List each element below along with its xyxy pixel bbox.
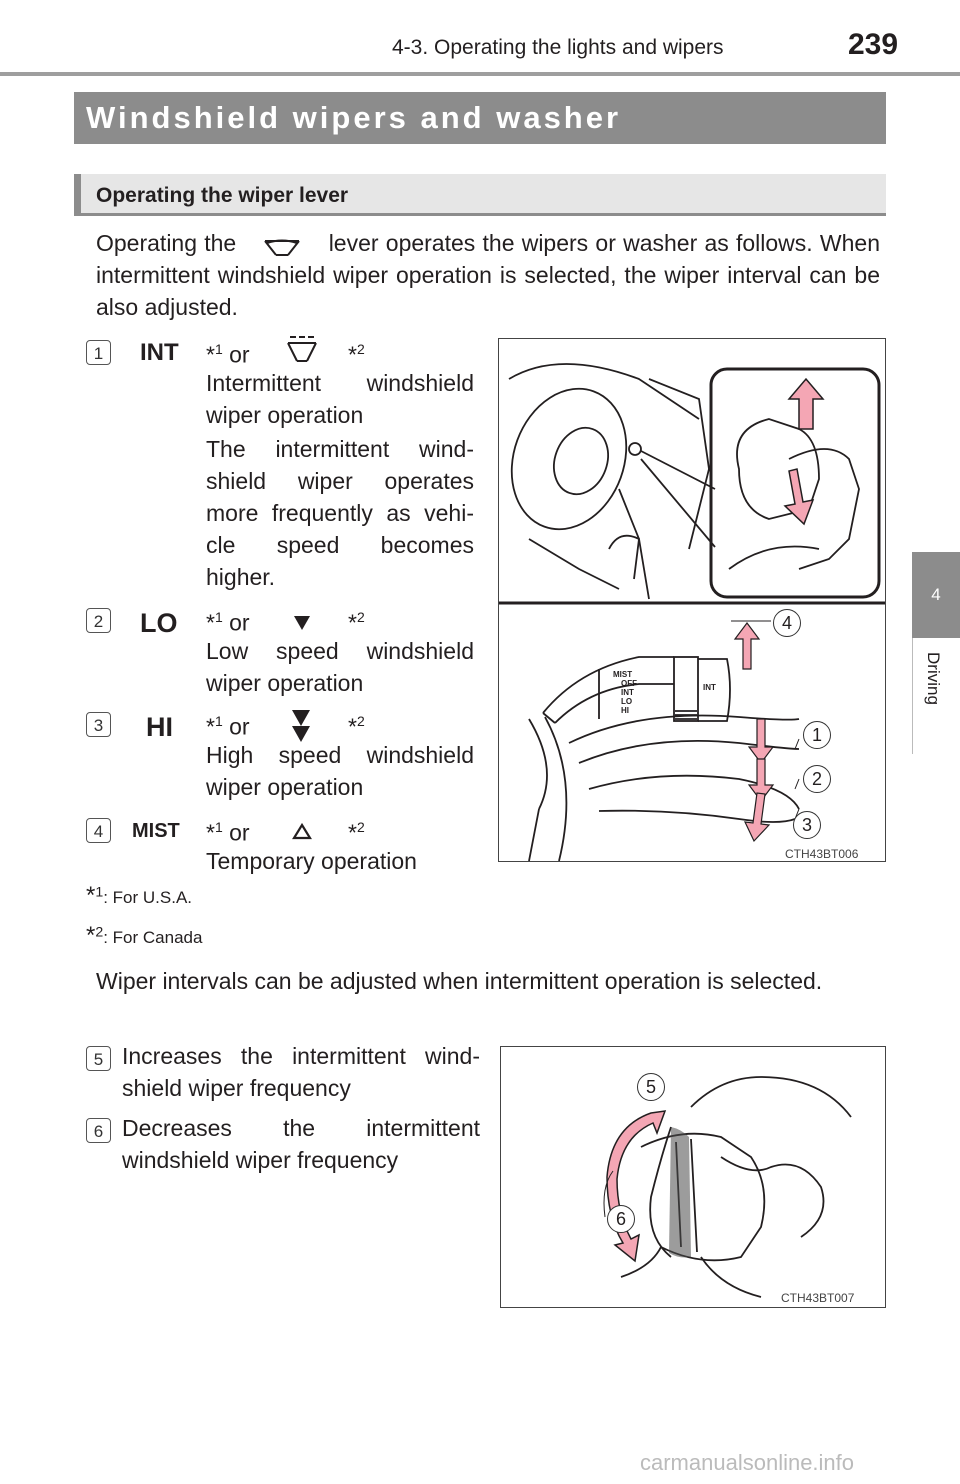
intro-text-after: lever operates the wipers or washer as follows. When intermittent windshield wiper operation is selected, the wiper interval can be also adjusted. xyxy=(96,230,881,320)
chapter-tab-number: 4 xyxy=(912,552,960,638)
mist-triangle-icon xyxy=(292,823,312,846)
footnote-2: *$^2$: For Canada xyxy=(86,922,203,949)
intro-text-before: Operating the xyxy=(96,230,237,256)
item-number-6: 6 xyxy=(86,1118,111,1143)
item-3-marker-2: *$^2$ xyxy=(348,713,365,740)
wiper-lever-icon xyxy=(243,235,321,255)
callout-4: 4 xyxy=(773,609,801,637)
item-1-markers: *$^1$ or xyxy=(206,341,250,368)
section-heading: 4-3. Operating the lights and wipers xyxy=(392,36,724,59)
hi-symbol: HI xyxy=(146,712,173,742)
callout-2: 2 xyxy=(803,765,831,793)
item-1-marker-2: *$^2$ xyxy=(348,341,365,368)
mist-symbol: MIST xyxy=(132,820,180,842)
item-number-2: 2 xyxy=(86,608,111,633)
item-4-markers: *$^1$ or xyxy=(206,819,250,846)
interval-ring-figure xyxy=(500,1046,886,1308)
item-number-1: 1 xyxy=(86,340,111,365)
item-4-marker-2: *$^2$ xyxy=(348,819,365,846)
page-title: Windshield wipers and washer xyxy=(74,92,886,144)
item-1-title: Intermittent windshield wiper operation xyxy=(206,370,474,428)
callout-3: 3 xyxy=(793,811,821,839)
figure-1-caption: CTH43BT006 xyxy=(785,847,859,861)
callout-5: 5 xyxy=(637,1073,665,1101)
ring-label: INT xyxy=(703,683,716,692)
interval-ring-illustration xyxy=(501,1047,885,1307)
item-2-marker-2: *$^2$ xyxy=(348,609,365,636)
item-4-description: Temporary operation xyxy=(206,848,417,874)
wiper-lever-figure xyxy=(498,338,886,862)
item-1-description: The intermittent wind-shield wiper operates more frequently as vehi-cle speed becomes higher. xyxy=(206,436,474,590)
item-2-markers: *$^1$ or xyxy=(206,609,250,636)
header-rule xyxy=(0,72,960,76)
intermittent-wiper-icon xyxy=(282,335,322,370)
int-symbol: INT xyxy=(140,339,179,366)
item-2-description: Low speed windshield wiper operation xyxy=(206,638,474,696)
item-3-description: High speed windshield wiper operation xyxy=(206,742,474,800)
watermark: carmanualsonline.info xyxy=(640,1450,855,1475)
item-number-5: 5 xyxy=(86,1046,111,1071)
figure-2-caption: CTH43BT007 xyxy=(781,1291,855,1305)
intro-paragraph xyxy=(96,227,880,323)
chapter-tab-label: Driving xyxy=(924,652,943,705)
item-3-markers: *$^1$ or xyxy=(206,713,250,740)
interval-paragraph: Wiper intervals can be adjusted when intermittent operation is selected. xyxy=(96,968,823,994)
page-number: 239 xyxy=(848,28,899,61)
item-number-3: 3 xyxy=(86,712,111,737)
item-number-4: 4 xyxy=(86,818,111,843)
subheading-accent xyxy=(74,174,81,216)
footnote-1: *$^1$: For U.S.A. xyxy=(86,882,193,909)
low-speed-triangle-icon xyxy=(292,614,312,637)
switch-position-labels: MIST OFF INT LO HI xyxy=(613,670,637,715)
callout-6: 6 xyxy=(607,1205,635,1233)
callout-1: 1 xyxy=(803,721,831,749)
item-6-description: Decreases the intermittent windshield wiper frequency xyxy=(122,1115,480,1173)
subheading: Operating the wiper lever xyxy=(96,184,349,207)
item-5-description: Increases the intermittent wind-shield wiper frequency xyxy=(122,1043,480,1101)
lo-symbol: LO xyxy=(140,608,178,638)
